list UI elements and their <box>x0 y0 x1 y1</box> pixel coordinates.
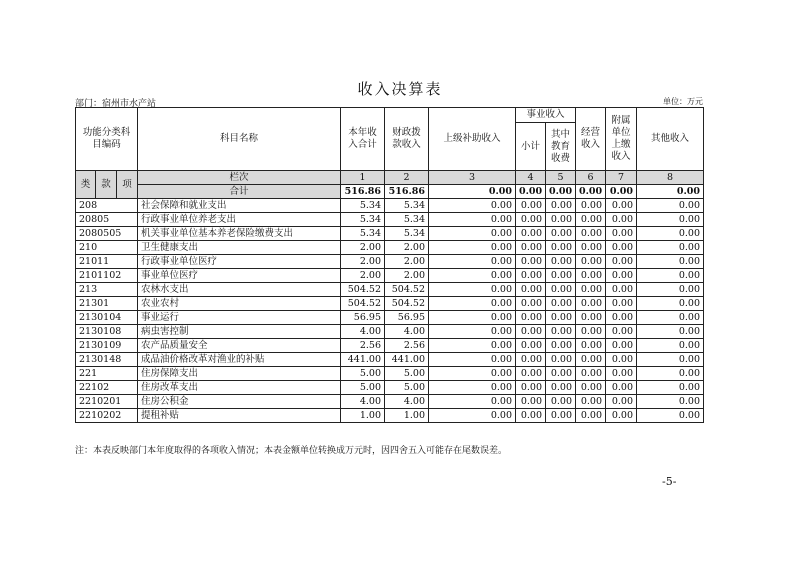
header-operating-income: 经营收入 <box>576 108 606 171</box>
row-subject-name: 病虫害控制 <box>138 325 341 339</box>
row-value: 0.00 <box>546 255 576 269</box>
total-value: 516.86 <box>341 185 385 199</box>
row-value: 5.34 <box>341 213 385 227</box>
header-affiliated-income: 附属单位上缴收入 <box>606 108 637 171</box>
row-value: 0.00 <box>637 269 704 283</box>
row-value: 0.00 <box>546 381 576 395</box>
total-value: 0.00 <box>606 185 637 199</box>
row-value: 0.00 <box>516 409 546 423</box>
header-lei: 类 <box>76 171 96 199</box>
row-value: 0.00 <box>516 213 546 227</box>
row-value: 0.00 <box>546 241 576 255</box>
row-value: 0.00 <box>429 381 516 395</box>
total-value: 0.00 <box>637 185 704 199</box>
row-value: 0.00 <box>546 367 576 381</box>
row-value: 1.00 <box>385 409 429 423</box>
table-row <box>76 339 704 353</box>
row-subject-name: 农林水支出 <box>138 283 341 297</box>
row-value: 0.00 <box>516 283 546 297</box>
row-value: 0.00 <box>576 227 606 241</box>
row-value: 5.00 <box>385 381 429 395</box>
row-value: 0.00 <box>546 227 576 241</box>
row-value: 5.00 <box>385 367 429 381</box>
row-value: 0.00 <box>637 339 704 353</box>
row-value: 2.00 <box>341 269 385 283</box>
row-value: 5.34 <box>385 199 429 213</box>
row-value: 0.00 <box>576 381 606 395</box>
header-total-income: 本年收入合计 <box>341 108 385 171</box>
row-value: 0.00 <box>546 199 576 213</box>
row-value: 0.00 <box>606 227 637 241</box>
table-row <box>76 395 704 409</box>
header-col-num: 1 <box>341 171 385 185</box>
row-value: 0.00 <box>429 339 516 353</box>
row-value: 0.00 <box>516 367 546 381</box>
row-value: 0.00 <box>576 241 606 255</box>
row-subject-name: 提租补贴 <box>138 409 341 423</box>
row-value: 0.00 <box>606 395 637 409</box>
row-subject-name: 机关事业单位基本养老保险缴费支出 <box>138 227 341 241</box>
row-value: 0.00 <box>637 325 704 339</box>
header-education-fee: 其中教育收费 <box>546 123 576 171</box>
row-code: 2130104 <box>76 311 138 325</box>
table-row <box>76 213 704 227</box>
department-label: 部门：宿州市水产站 <box>75 99 157 109</box>
table-row <box>76 199 704 213</box>
row-code: 22102 <box>76 381 138 395</box>
row-value: 0.00 <box>637 353 704 367</box>
row-value: 4.00 <box>385 325 429 339</box>
row-value: 0.00 <box>429 199 516 213</box>
row-value: 0.00 <box>637 367 704 381</box>
row-code: 2130148 <box>76 353 138 367</box>
row-value: 0.00 <box>546 269 576 283</box>
row-value: 0.00 <box>637 241 704 255</box>
row-value: 0.00 <box>637 409 704 423</box>
row-code: 213 <box>76 283 138 297</box>
row-value: 0.00 <box>606 241 637 255</box>
row-value: 0.00 <box>429 213 516 227</box>
row-value: 0.00 <box>637 311 704 325</box>
row-code: 2101102 <box>76 269 138 283</box>
row-value: 2.00 <box>385 241 429 255</box>
row-value: 0.00 <box>637 213 704 227</box>
row-value: 2.56 <box>341 339 385 353</box>
row-subject-name: 农产品质量安全 <box>138 339 341 353</box>
row-value: 0.00 <box>429 283 516 297</box>
row-value: 504.52 <box>385 297 429 311</box>
row-value: 0.00 <box>546 213 576 227</box>
row-subject-name: 住房公积金 <box>138 395 341 409</box>
row-value: 0.00 <box>576 311 606 325</box>
header-other-income: 其他收入 <box>637 108 704 171</box>
row-subject-name: 农业农村 <box>138 297 341 311</box>
report-title: 收入决算表 <box>357 80 443 98</box>
header-superior-subsidy: 上级补助收入 <box>429 108 516 171</box>
row-value: 4.00 <box>341 325 385 339</box>
row-value: 0.00 <box>606 199 637 213</box>
table-row <box>76 283 704 297</box>
row-value: 2.00 <box>385 255 429 269</box>
row-value: 0.00 <box>606 409 637 423</box>
row-code: 21301 <box>76 297 138 311</box>
row-value: 0.00 <box>516 297 546 311</box>
table-row <box>76 367 704 381</box>
table-row <box>76 227 704 241</box>
row-value: 0.00 <box>606 311 637 325</box>
row-value: 0.00 <box>429 395 516 409</box>
row-value: 0.00 <box>429 227 516 241</box>
header-xiang: 项 <box>117 171 138 199</box>
row-value: 0.00 <box>546 395 576 409</box>
row-subject-name: 住房保障支出 <box>138 367 341 381</box>
total-value: 0.00 <box>429 185 516 199</box>
table-row <box>76 269 704 283</box>
row-value: 0.00 <box>516 199 546 213</box>
unit-label: 单位：万元 <box>663 97 703 106</box>
table-row <box>76 325 704 339</box>
total-value: 0.00 <box>546 185 576 199</box>
row-value: 441.00 <box>341 353 385 367</box>
row-value: 0.00 <box>516 255 546 269</box>
row-code: 2210201 <box>76 395 138 409</box>
header-subtotal: 小计 <box>516 123 546 171</box>
row-value: 0.00 <box>606 339 637 353</box>
row-value: 0.00 <box>606 353 637 367</box>
header-col-num: 6 <box>576 171 606 185</box>
row-value: 0.00 <box>546 297 576 311</box>
row-value: 0.00 <box>576 283 606 297</box>
row-value: 0.00 <box>516 353 546 367</box>
row-value: 0.00 <box>637 297 704 311</box>
row-value: 504.52 <box>341 297 385 311</box>
row-value: 0.00 <box>516 325 546 339</box>
row-value: 0.00 <box>576 297 606 311</box>
row-value: 0.00 <box>637 199 704 213</box>
total-value: 0.00 <box>516 185 546 199</box>
row-value: 5.34 <box>341 227 385 241</box>
row-code: 208 <box>76 199 138 213</box>
row-value: 0.00 <box>546 325 576 339</box>
row-value: 0.00 <box>606 325 637 339</box>
row-value: 0.00 <box>429 241 516 255</box>
row-value: 0.00 <box>637 283 704 297</box>
row-value: 2.00 <box>341 255 385 269</box>
row-value: 0.00 <box>606 297 637 311</box>
row-value: 0.00 <box>606 283 637 297</box>
row-value: 0.00 <box>576 269 606 283</box>
header-subject-name: 科目名称 <box>138 108 341 171</box>
row-value: 4.00 <box>341 395 385 409</box>
row-value: 0.00 <box>516 227 546 241</box>
row-value: 0.00 <box>516 241 546 255</box>
row-subject-name: 行政事业单位医疗 <box>138 255 341 269</box>
row-value: 0.00 <box>546 283 576 297</box>
table-row <box>76 297 704 311</box>
row-value: 0.00 <box>576 395 606 409</box>
row-value: 0.00 <box>576 367 606 381</box>
row-value: 5.34 <box>385 213 429 227</box>
row-value: 0.00 <box>576 213 606 227</box>
row-subject-name: 成品油价格改革对渔业的补贴 <box>138 353 341 367</box>
row-value: 2.00 <box>385 269 429 283</box>
header-kuan: 款 <box>96 171 117 199</box>
row-subject-name: 卫生健康支出 <box>138 241 341 255</box>
row-subject-name: 行政事业单位养老支出 <box>138 213 341 227</box>
row-code: 221 <box>76 367 138 381</box>
table-row <box>76 311 704 325</box>
row-value: 0.00 <box>576 199 606 213</box>
row-value: 2.00 <box>341 241 385 255</box>
row-value: 5.34 <box>385 227 429 241</box>
page-number: -5- <box>662 475 677 488</box>
row-value: 0.00 <box>516 395 546 409</box>
row-value: 56.95 <box>341 311 385 325</box>
row-value: 0.00 <box>637 255 704 269</box>
row-value: 0.00 <box>576 255 606 269</box>
row-value: 504.52 <box>341 283 385 297</box>
row-value: 0.00 <box>429 297 516 311</box>
row-value: 0.00 <box>637 395 704 409</box>
row-value: 0.00 <box>546 409 576 423</box>
table-row <box>76 241 704 255</box>
total-value: 0.00 <box>576 185 606 199</box>
row-value: 0.00 <box>576 353 606 367</box>
income-table <box>75 107 704 423</box>
row-value: 2.56 <box>385 339 429 353</box>
table-row <box>76 381 704 395</box>
row-value: 0.00 <box>606 213 637 227</box>
header-col-num: 8 <box>637 171 704 185</box>
row-value: 0.00 <box>637 227 704 241</box>
row-value: 0.00 <box>516 381 546 395</box>
row-value: 0.00 <box>546 311 576 325</box>
row-subject-name: 社会保障和就业支出 <box>138 199 341 213</box>
row-value: 0.00 <box>429 311 516 325</box>
row-code: 210 <box>76 241 138 255</box>
row-value: 504.52 <box>385 283 429 297</box>
row-value: 0.00 <box>606 367 637 381</box>
row-subject-name: 事业运行 <box>138 311 341 325</box>
row-code: 2210202 <box>76 409 138 423</box>
header-column-index-label: 栏次 <box>138 171 341 185</box>
header-func-code: 功能分类科目编码 <box>76 108 138 171</box>
header-business-income: 事业收入 <box>516 108 576 123</box>
total-label: 合计 <box>138 185 341 199</box>
row-code: 2130108 <box>76 325 138 339</box>
row-value: 0.00 <box>576 409 606 423</box>
row-value: 0.00 <box>429 367 516 381</box>
row-value: 0.00 <box>429 325 516 339</box>
table-row <box>76 353 704 367</box>
table-row <box>76 409 704 423</box>
footnote: 注：本表反映部门本年度取得的各项收入情况；本表金额单位转换成万元时，因四舍五入可能存在尾数误差。 <box>75 446 508 456</box>
total-value: 516.86 <box>385 185 429 199</box>
header-col-num: 4 <box>516 171 546 185</box>
row-value: 5.00 <box>341 367 385 381</box>
row-subject-name: 事业单位医疗 <box>138 269 341 283</box>
row-value: 4.00 <box>385 395 429 409</box>
row-value: 0.00 <box>429 269 516 283</box>
row-value: 0.00 <box>429 255 516 269</box>
table-row <box>76 255 704 269</box>
row-code: 2130109 <box>76 339 138 353</box>
row-code: 2080505 <box>76 227 138 241</box>
row-value: 0.00 <box>576 339 606 353</box>
row-subject-name: 住房改革支出 <box>138 381 341 395</box>
row-value: 5.34 <box>341 199 385 213</box>
row-code: 20805 <box>76 213 138 227</box>
row-value: 0.00 <box>516 339 546 353</box>
row-value: 441.00 <box>385 353 429 367</box>
row-code: 21011 <box>76 255 138 269</box>
row-value: 0.00 <box>546 353 576 367</box>
header-col-num: 5 <box>546 171 576 185</box>
row-value: 0.00 <box>606 269 637 283</box>
row-value: 0.00 <box>429 409 516 423</box>
header-fiscal-allocation: 财政拨款收入 <box>385 108 429 171</box>
row-value: 56.95 <box>385 311 429 325</box>
row-value: 0.00 <box>516 269 546 283</box>
row-value: 0.00 <box>516 311 546 325</box>
row-value: 0.00 <box>546 339 576 353</box>
header-col-num: 7 <box>606 171 637 185</box>
row-value: 0.00 <box>637 381 704 395</box>
header-col-num: 3 <box>429 171 516 185</box>
row-value: 0.00 <box>429 353 516 367</box>
row-value: 5.00 <box>341 381 385 395</box>
row-value: 1.00 <box>341 409 385 423</box>
row-value: 0.00 <box>576 325 606 339</box>
header-col-num: 2 <box>385 171 429 185</box>
row-value: 0.00 <box>606 381 637 395</box>
row-value: 0.00 <box>606 255 637 269</box>
